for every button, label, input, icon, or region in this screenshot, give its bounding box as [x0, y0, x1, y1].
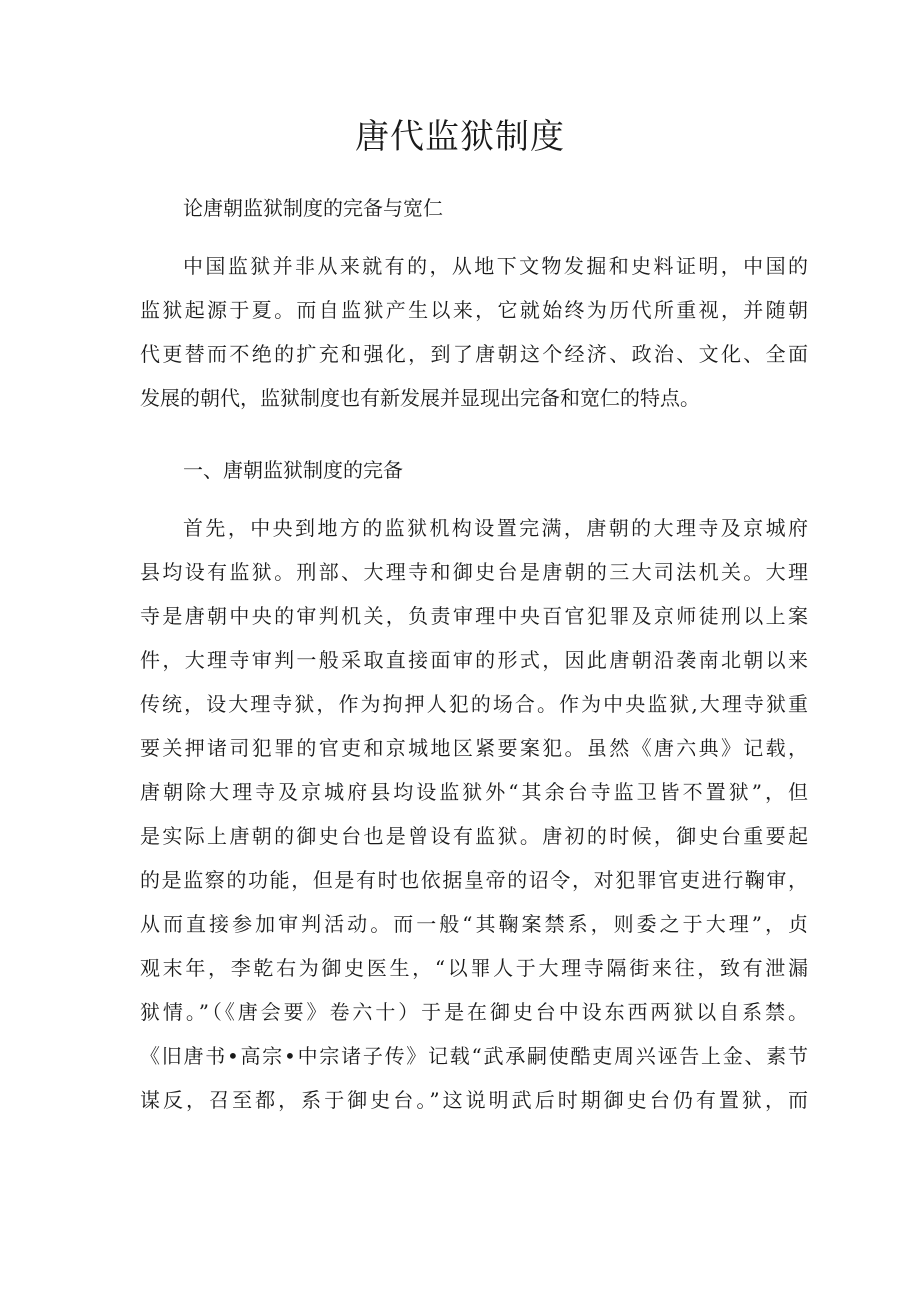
paragraph-line: 首先，中央到地方的监狱机构设置完满，唐朝的大理寺及京城府 [183, 516, 808, 540]
paragraph-line: 要关押诸司犯罪的官吏和京城地区紧要案犯。虽然《唐六典》记载， [140, 736, 808, 760]
paragraph-line: 县均设有监狱。刑部、大理寺和御史台是唐朝的三大司法机关。大理 [140, 560, 808, 584]
paragraph-line: 谋反，召至都，系于御史台。”这说明武后时期御史台仍有置狱，而 [140, 1088, 808, 1112]
paragraph-line: 寺是唐朝中央的审判机关，负责审理中央百官犯罪及京师徒刑以上案 [140, 604, 808, 628]
paragraph-line: 监狱起源于夏。而自监狱产生以来，它就始终为历代所重视，并随朝 [140, 298, 808, 322]
paragraph-line: 中国监狱并非从来就有的，从地下文物发掘和史料证明，中国的 [183, 254, 808, 278]
intro-paragraph [140, 244, 808, 420]
document-subtitle: 论唐朝监狱制度的完备与宽仁 [183, 196, 443, 220]
paragraph-line: 从而直接参加审判活动。而一般“其鞠案禁系，则委之于大理”，贞 [140, 912, 808, 936]
section-heading: 一、唐朝监狱制度的完备 [183, 458, 403, 482]
paragraph-line: 传统，设大理寺狱，作为拘押人犯的场合。作为中央监狱,大理寺狱重 [140, 692, 808, 716]
paragraph-line: 唐朝除大理寺及京城府县均设监狱外“其余台寺监卫皆不置狱”，但 [140, 780, 808, 804]
document-title: 唐代监狱制度 [355, 117, 565, 157]
paragraph-line: 是实际上唐朝的御史台也是曾设有监狱。唐初的时候，御史台重要起 [140, 824, 808, 848]
paragraph-line: 《旧唐书•高宗•中宗诸子传》记载“武承嗣使酷吏周兴诬告上金、素节 [140, 1044, 808, 1068]
paragraph-line: 观末年，李乾右为御史医生，“以罪人于大理寺隔街来往，致有泄漏 [140, 956, 808, 980]
paragraph-line: 件，大理寺审判一般采取直接面审的形式，因此唐朝沿袭南北朝以来 [140, 648, 808, 672]
paragraph-line: 发展的朝代，监狱制度也有新发展并显现出完备和宽仁的特点。 [140, 386, 700, 410]
body-paragraph [140, 506, 808, 1122]
paragraph-line: 狱情。”（《唐会要》卷六十）于是在御史台中设东西两狱以自系禁。 [140, 1000, 808, 1024]
paragraph-line: 的是监察的功能，但是有时也依据皇帝的诏令，对犯罪官吏进行鞠审， [140, 868, 808, 892]
paragraph-line: 代更替而不绝的扩充和强化，到了唐朝这个经济、政治、文化、全面 [140, 342, 808, 366]
